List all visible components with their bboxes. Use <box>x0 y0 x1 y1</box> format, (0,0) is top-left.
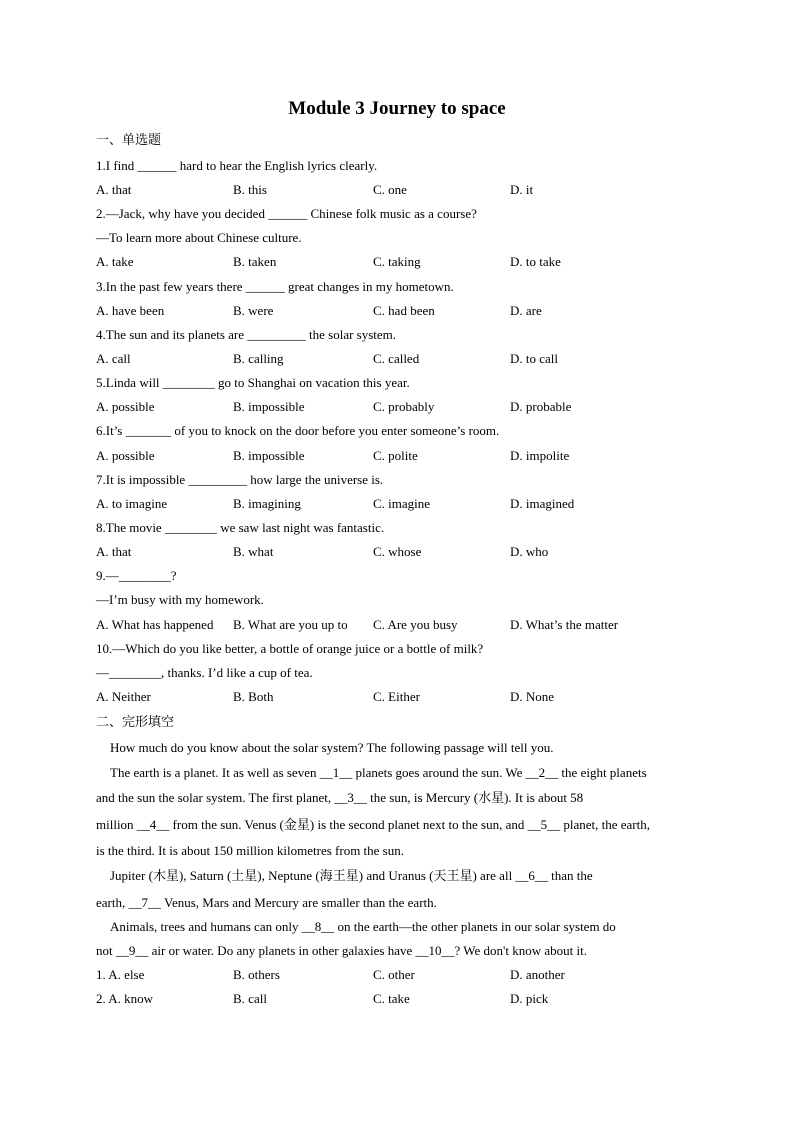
option-d: D. imagined <box>510 496 575 511</box>
option-a: A. have been <box>96 303 165 318</box>
question-7-text: 7.It is impossible _________ how large the universe is. <box>96 472 384 487</box>
option-b: B. were <box>233 303 274 318</box>
option-b: B. What are you up to <box>233 617 348 632</box>
passage-line: million __4__ from the sun. Venus (金星) is the second planet next to the sun, and __5__ planet, the earth, <box>96 817 650 832</box>
option-c: C. one <box>373 182 407 197</box>
question-1-text: 1.I find ______ hard to hear the English lyrics clearly. <box>96 158 378 173</box>
question-2-reply: —To learn more about Chinese culture. <box>96 230 302 245</box>
option-b: B. calling <box>233 351 284 366</box>
option-c: C. polite <box>373 448 418 463</box>
passage-line: Animals, trees and humans can only __8__ on the earth—the other planets in our solar system do <box>110 919 616 934</box>
question-10-text: 10.—Which do you like better, a bottle of orange juice or a bottle of milk? <box>96 641 484 656</box>
option-a: 2. A. know <box>96 991 154 1006</box>
question-10-options <box>96 689 716 705</box>
passage-line: and the sun the solar system. The first planet, __3__ the sun, is Mercury (水星). It is about 58 <box>96 790 584 805</box>
passage-line: Jupiter (木星), Saturn (土星), Neptune (海王星) and Uranus (天王星) are all __6__ than the <box>110 868 593 883</box>
option-a: A. to imagine <box>96 496 168 511</box>
question-2-options <box>96 254 716 270</box>
option-d: D. to call <box>510 351 559 366</box>
option-c: C. Are you busy <box>373 617 458 632</box>
option-d: D. pick <box>510 991 549 1006</box>
option-c: C. taking <box>373 254 421 269</box>
option-a: A. possible <box>96 399 155 414</box>
option-d: D. probable <box>510 399 572 414</box>
option-b: B. others <box>233 967 280 982</box>
option-a: A. take <box>96 254 134 269</box>
option-a: A. that <box>96 182 132 197</box>
question-8-options <box>96 544 716 560</box>
question-2-text: 2.—Jack, why have you decided ______ Chinese folk music as a course? <box>96 206 477 221</box>
option-b: B. this <box>233 182 267 197</box>
option-c: C. called <box>373 351 420 366</box>
question-4-text: 4.The sun and its planets are _________ the solar system. <box>96 327 397 342</box>
option-b: B. impossible <box>233 399 305 414</box>
option-a: A. possible <box>96 448 155 463</box>
question-8-text: 8.The movie ________ we saw last night was fantastic. <box>96 520 385 535</box>
option-d: D. None <box>510 689 555 704</box>
passage-line: The earth is a planet. It as well as seven __1__ planets goes around the sun. We __2__ the eight planets <box>110 765 647 780</box>
question-4-options <box>96 351 716 367</box>
question-9-text: 9.—________? <box>96 568 177 583</box>
passage-line: is the third. It is about 150 million kilometres from the sun. <box>96 843 404 858</box>
option-b: B. Both <box>233 689 274 704</box>
option-a: A. Neither <box>96 689 151 704</box>
option-d: D. What’s the matter <box>510 617 619 632</box>
option-a: 1. A. else <box>96 967 145 982</box>
passage-line: not __9__ air or water. Do any planets in other galaxies have __10__? We don't know about it. <box>96 943 587 958</box>
option-a: A. call <box>96 351 131 366</box>
option-c: C. whose <box>373 544 422 559</box>
option-c: C. take <box>373 991 410 1006</box>
option-b: B. what <box>233 544 274 559</box>
page-title: Module 3 Journey to space <box>288 98 506 119</box>
question-1-options <box>96 182 716 198</box>
question-10-reply: —________, thanks. I’d like a cup of tea. <box>96 665 313 680</box>
question-5-text: 5.Linda will ________ go to Shanghai on vacation this year. <box>96 375 410 390</box>
option-d: D. to take <box>510 254 561 269</box>
option-c: C. had been <box>373 303 435 318</box>
option-d: D. another <box>510 967 565 982</box>
option-b: B. call <box>233 991 267 1006</box>
option-c: C. other <box>373 967 415 982</box>
option-c: C. imagine <box>373 496 431 511</box>
option-d: D. are <box>510 303 542 318</box>
question-3-text: 3.In the past few years there ______ great changes in my hometown. <box>96 279 454 294</box>
passage-line: How much do you know about the solar system? The following passage will tell you. <box>110 740 554 755</box>
question-3-options <box>96 303 716 319</box>
cloze-2-options <box>96 991 716 1007</box>
option-b: B. imagining <box>233 496 301 511</box>
question-9-options <box>96 617 716 633</box>
question-6-text: 6.It’s _______ of you to knock on the door before you enter someone’s room. <box>96 423 500 438</box>
option-d: D. it <box>510 182 534 197</box>
question-9-reply: —I’m busy with my homework. <box>96 592 264 607</box>
option-c: C. probably <box>373 399 435 414</box>
option-a: A. What has happened <box>96 617 214 632</box>
option-a: A. that <box>96 544 132 559</box>
question-6-options <box>96 448 716 464</box>
option-b: B. taken <box>233 254 277 269</box>
option-c: C. Either <box>373 689 420 704</box>
passage-line: earth, __7__ Venus, Mars and Mercury are smaller than the earth. <box>96 895 437 910</box>
cloze-1-options <box>96 967 716 983</box>
option-d: D. who <box>510 544 549 559</box>
question-5-options <box>96 399 716 415</box>
question-7-options <box>96 496 716 512</box>
option-d: D. impolite <box>510 448 570 463</box>
option-b: B. impossible <box>233 448 305 463</box>
section-heading-cloze: 二、完形填空 <box>96 714 175 729</box>
section-heading-single-choice: 一、单选题 <box>96 132 162 147</box>
